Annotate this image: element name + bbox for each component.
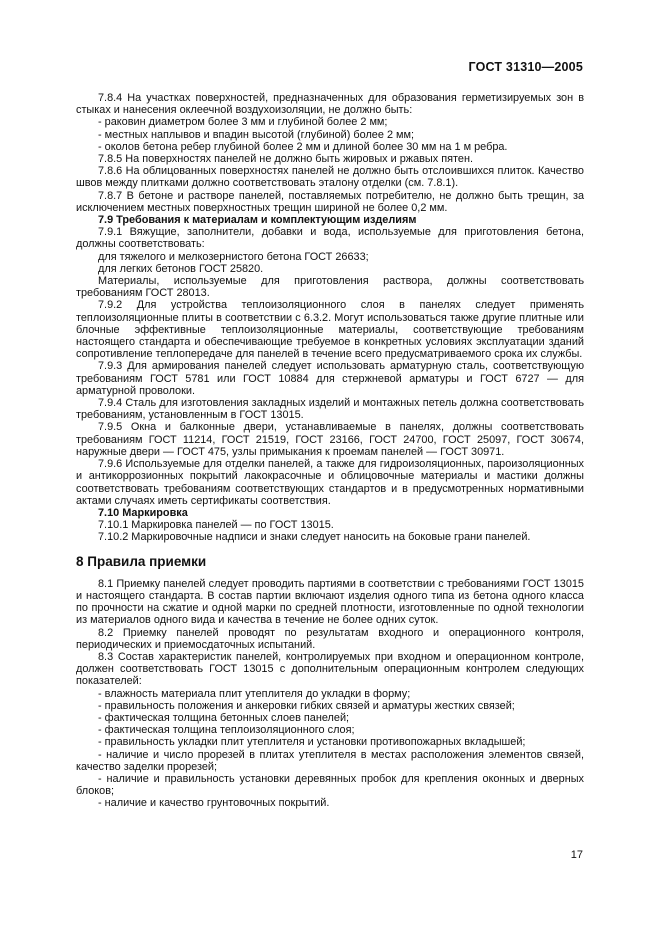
subsection-heading: 7.9 Требования к материалам и комплектующим изделиям xyxy=(98,214,417,227)
paragraph: 8.1 Приемку панелей следует проводить партиями в соответствии с требованиями ГОСТ 13015 и настоящего стандарта. В состав партии включают изделия одного типа из бетона одного класса по прочности на сжатие и одной марки по средней плотности, изготовленные по одной технологии из материалов одного вида и качества в течение не более одних суток. xyxy=(76,577,584,627)
paragraph: 7.9.3 Для армирования панелей следует использовать арматурную сталь, соответствующую требованиям ГОСТ 5781 или ГОСТ 10884 для стержневой арматуры и ГОСТ 6727 — для арматурной проволоки. xyxy=(76,360,584,397)
paragraph: - влажность материала плит утеплителя до укладки в форму; xyxy=(98,687,411,700)
paragraph: 7.9.1 Вяжущие, заполнители, добавки и вода, используемые для приготовления бетона, должны соответствовать: xyxy=(76,226,584,251)
paragraph: 7.9.2 Для устройства теплоизоляционного слоя в панелях следует применять теплоизоляционные плиты в соответствии с 6.3.2. Могут использоваться также другие плитные или блочные эффективные теплоизоляционные материалы, соответствующие требованиям настоящего стандарта и обеспечивающие требуемое в конкретных условиях эксплуатации зданий сопротивление теплопередаче для панелей в течение всего предусматриваемого срока их службы. xyxy=(76,299,584,361)
document-header: ГОСТ 31310—2005 xyxy=(468,60,583,74)
paragraph: - местных наплывов и впадин высотой (глубиной) более 2 мм; xyxy=(98,128,415,141)
paragraph: 7.9.6 Используемые для отделки панелей, а также для гидроизоляционных, пароизоляционных и антикоррозионных покрытий лакокрасочные и облицовочные материалы и мастики должны соответствовать требованиям соответствующих стандартов и в предусмотренных нормативными актами случаях иметь сертификаты соответствия. xyxy=(76,458,584,507)
paragraph: Материалы, используемые для приготовления раствора, должны соответствовать требованиям ГОСТ 28013. xyxy=(76,275,584,300)
paragraph: 8.2 Приемку панелей проводят по результатам входного и операционного контроля, периодических и приемосдаточных испытаний. xyxy=(76,626,584,651)
paragraph: 8.3 Состав характеристик панелей, контролируемых при входном и операционном контроле, должен соответствовать ГОСТ 13015 с дополнительным операционным контролем следующих показателей: xyxy=(76,650,584,688)
paragraph: - наличие и число прорезей в плитах утеплителя в местах расположения элементов связей, качество заделки прорезей; xyxy=(76,748,584,773)
paragraph: 7.10.1 Маркировка панелей — по ГОСТ 13015. xyxy=(98,519,334,532)
paragraph: - околов бетона ребер глубиной более 2 мм и длиной более 30 мм на 1 м ребра. xyxy=(98,140,508,153)
paragraph: 7.8.6 На облицованных поверхностях панелей не должно быть отслоившихся плиток. Качество швов между плитками должно соответствовать эталону отделки (см. 7.8.1). xyxy=(76,165,584,190)
subsection-heading: 7.10 Маркировка xyxy=(98,506,188,519)
paragraph: - правильность положения и анкеровки гибких связей и арматуры жестких связей; xyxy=(98,699,515,712)
paragraph: - раковин диаметром более 3 мм и глубиной более 2 мм; xyxy=(98,116,388,129)
paragraph: 7.8.5 На поверхностях панелей не должно быть жировых и ржавых пятен. xyxy=(98,153,473,166)
paragraph: - правильность укладки плит утеплителя и установки противопожарных вкладышей; xyxy=(98,736,526,749)
paragraph: для тяжелого и мелкозернистого бетона ГОСТ 26633; xyxy=(98,250,369,263)
paragraph: 7.9.4 Сталь для изготовления закладных изделий и монтажных петель должна соответствовать требованиям, установленным в ГОСТ 13015. xyxy=(76,397,584,422)
paragraph: 7.9.5 Окна и балконные двери, устанавливаемые в панелях, должны соответствовать требованиям ГОСТ 11214, ГОСТ 21519, ГОСТ 23166, ГОСТ 24700, ГОСТ 25097, ГОСТ 30674, наружные двери — ГОСТ 475, узлы примыкания к проемам панелей — ГОСТ 30971. xyxy=(76,421,584,458)
paragraph: - наличие и правильность установки деревянных пробок для крепления оконных и дверных блоков; xyxy=(76,772,584,798)
paragraph: для легких бетонов ГОСТ 25820. xyxy=(98,262,264,275)
paragraph: - наличие и качество грунтовочных покрытий. xyxy=(98,797,330,810)
paragraph: 7.8.4 На участках поверхностей, предназначенных для образования герметизируемых зон в стыках и нанесения оклеечной воздухоизоляции, не должно быть: xyxy=(76,92,584,117)
paragraph: 7.8.7 В бетоне и растворе панелей, поставляемых потребителю, не должно быть трещин, за исключением местных поверхностных трещин шириной не более 0,2 мм. xyxy=(76,189,584,214)
page-number: 17 xyxy=(570,849,583,861)
paragraph: 7.10.2 Маркировочные надписи и знаки следует наносить на боковые грани панелей. xyxy=(98,531,531,544)
section-heading: 8 Правила приемки xyxy=(76,553,207,569)
paragraph: - фактическая толщина теплоизоляционного слоя; xyxy=(98,724,355,737)
paragraph: - фактическая толщина бетонных слоев панелей; xyxy=(98,711,350,724)
document-body xyxy=(76,92,584,810)
